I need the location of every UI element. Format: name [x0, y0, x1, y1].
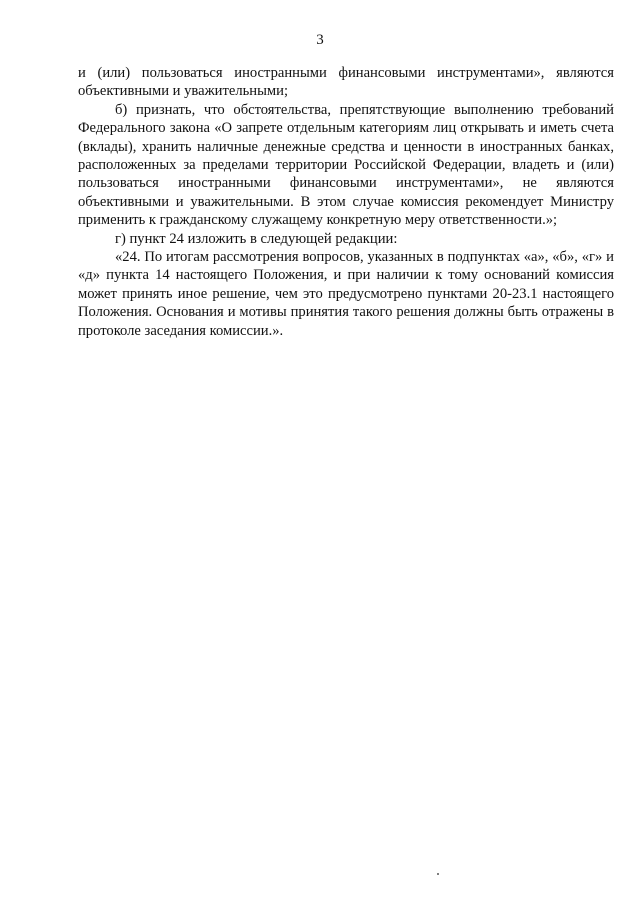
- page-number: 3: [316, 32, 324, 48]
- scan-speck: [437, 873, 439, 875]
- paragraph-subitem-g: г) пункт 24 изложить в следующей редакции:: [115, 230, 398, 247]
- paragraph-continuation: и (или) пользоваться иностранными финансовыми инструментами», являются объективными и уважительными;: [78, 65, 614, 100]
- document-body: [78, 64, 614, 340]
- paragraph-item-24: «24. По итогам рассмотрения вопросов, указанных в подпунктах «а», «б», «г» и «д» пункта 14 настоящего Положения, и при наличии к тому оснований комиссия может принять иное решение, чем это предусмотрено пунктами 20-23.1 настоящего Положения. Основания и мотивы принятия такого решения должны быть отражены в протоколе заседания комиссии.».: [78, 249, 614, 339]
- paragraph-subitem-b: б) признать, что обстоятельства, препятствующие выполнению требований Федерального закона «О запрете отдельным категориям лиц открывать и иметь счета (вклады), хранить наличные денежные средства и ценности в иностранных банках, расположенных за пределами территории Российской Федерации, владеть и (или) пользоваться иностранными финансовыми инструментами», не являются объективными и уважительными. В этом случае комиссия рекомендует Министру применить к гражданскому служащему конкретную меру ответственности.»;: [78, 101, 614, 229]
